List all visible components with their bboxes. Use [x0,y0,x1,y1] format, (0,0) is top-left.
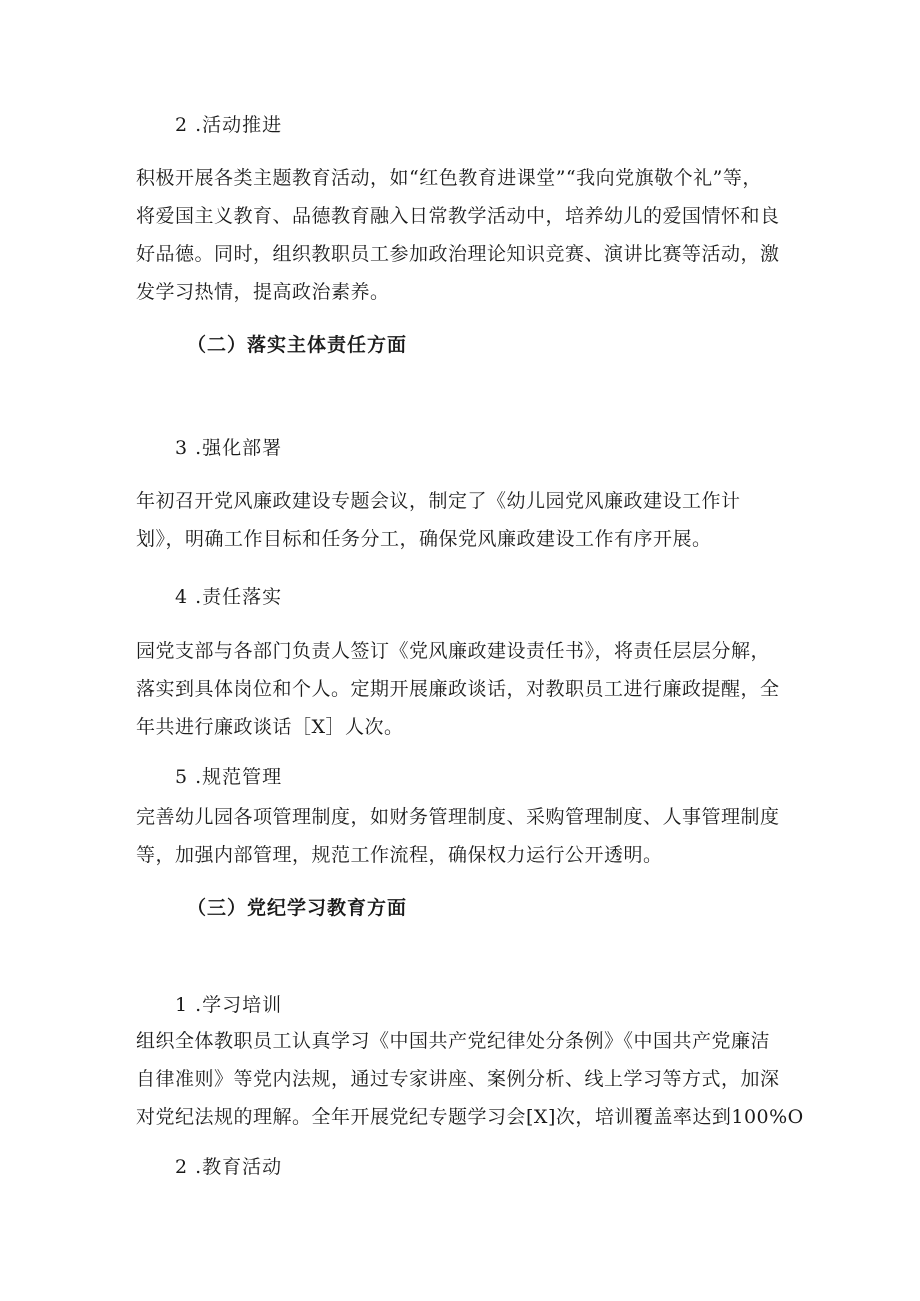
subheading-education-activities: 2 .教育活动 [175,1156,283,1178]
paragraph-line: 年初召开党风廉政建设专题会议，制定了《幼儿园党风廉政建设工作计 [136,490,741,512]
section-heading-main-responsibility: （二）落实主体责任方面 [187,334,408,356]
paragraph-line: 组织全体教职员工认真学习《中国共产党纪律处分条例》《中国共产党廉洁 [136,1030,771,1052]
paragraph-line: 将爱国主义教育、品德教育融入日常教学活动中，培养幼儿的爱国情怀和良 [136,205,780,227]
paragraph-line: 完善幼儿园各项管理制度，如财务管理制度、采购管理制度、人事管理制度 [136,806,780,828]
paragraph-management [136,798,791,874]
paragraph-line: 对党纪法规的理解。全年开展党纪专题学习会[X]次，培训覆盖率达到100%O [136,1106,804,1128]
paragraph-line: 好品德。同时，组织教职员工参加政治理论知识竞赛、演讲比赛等活动，激 [136,243,780,265]
paragraph-line: 落实到具体岗位和个人。定期开展廉政谈话，对教职员工进行廉政提醒，全 [136,678,780,700]
paragraph-line: 发学习热情，提高政治素养。 [136,281,390,303]
subheading-activity-promotion: 2 .活动推进 [175,114,283,136]
subheading-study-training: 1 .学习培训 [175,994,283,1016]
paragraph-line: 园党支部与各部门负责人签订《党风廉政建设责任书》，将责任层层分解， [136,640,771,662]
subheading-strengthen-deployment: 3 .强化部署 [175,437,283,459]
subheading-standardized-management: 5 .规范管理 [175,766,283,788]
section-heading-party-discipline: （三）党纪学习教育方面 [187,897,408,919]
paragraph-line: 自律准则》等党内法规，通过专家讲座、案例分析、线上学习等方式，加深 [136,1068,780,1090]
subheading-responsibility-implementation: 4 .责任落实 [175,586,283,608]
paragraph-responsibility [136,632,791,746]
paragraph-line: 积极开展各类主题教育活动，如“红色教育进课堂”“我向党旗敬个礼”等， [136,167,762,189]
paragraph-line: 等，加强内部管理，规范工作流程，确保权力运行公开透明。 [136,844,663,866]
paragraph-study-training [136,1022,804,1136]
paragraph-line: 划》，明确工作目标和任务分工，确保党风廉政建设工作有序开展。 [136,528,712,550]
paragraph-deployment [136,482,791,558]
paragraph-theme-education [136,159,791,311]
paragraph-line: 年共进行廉政谈话［X］人次。 [136,716,404,738]
